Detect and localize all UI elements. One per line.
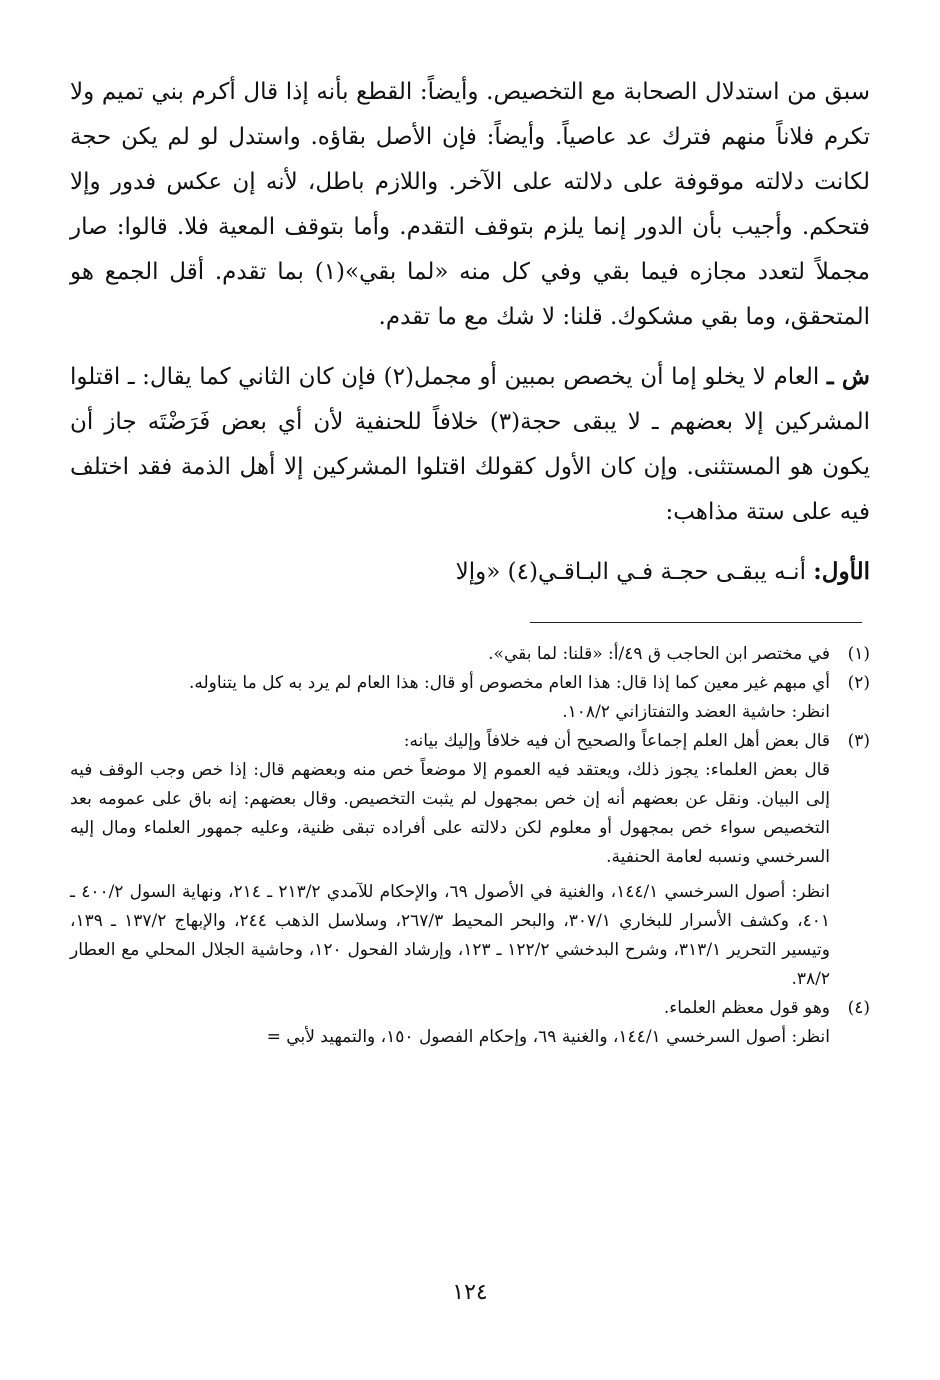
- footnote-1: [70, 640, 870, 669]
- footnotes: [70, 640, 870, 1052]
- paragraph-3-body: أنـه يبقـى حجـة فـي البـاقـي(٤) «وإلا: [455, 559, 806, 585]
- footnote-3: [70, 727, 870, 756]
- footnote-3-detail: قال بعض العلماء: يجوز ذلك، ويعتقد فيه العموم إلا موضعاً خص منه وبعضهم قال: إذا خص وجب الوقف فيه إلى البيان. ونقل عن بعضهم أنه إن خص بمجهول لم يثبت التخصيص. وقال بعضهم: إنه باق على عمومه بعد التخصيص سواء خص بمجهول أو معلوم لكن دلالته على أفراده تبقى ظنية، وعليه جمهور العلماء ومال إليه السرخسي ونسبه لعامة الحنفية.: [70, 760, 830, 867]
- page-number: ١٢٤: [452, 1280, 488, 1305]
- footnote-number: (١): [847, 644, 870, 664]
- footnote-text: أي مبهم غير معين كما إذا قال: هذا العام مخصوص أو قال: هذا العام لم يرد به كل ما يتناوله.: [188, 673, 830, 693]
- paragraph-2-body: العام لا يخلو إما أن يخصص بمبين أو مجمل(٢) فإن كان الثاني كما يقال: ـ اقتلوا المشركين إلا بعضهم ـ لا يبقى حجة(٣) خلافاً للحنفية لأن أي بعض فَرَضْتَه جاز أن يكون هو المستثنى. وإن كان الأول كقولك اقتلوا المشركين إلا أهل الذمة فقد اختلف فيه على ستة مذاهب:: [70, 364, 870, 525]
- footnote-2-reference: انظر: حاشية العضد والتفتازاني ١٠٨/٢.: [562, 702, 830, 722]
- footnote-number: (٤): [847, 998, 870, 1018]
- footnote-divider: [530, 622, 862, 623]
- footnote-text: قال بعض أهل العلم إجماعاً والصحيح أن فيه خلافاً وإليك بيانه:: [403, 731, 830, 751]
- footnote-text: وهو قول معظم العلماء.: [663, 998, 830, 1018]
- footnote-3-reference: انظر: أصول السرخسي ١٤٤/١، والغنية في الأصول ٦٩، والإحكام للآمدي ٢١٣/٢ ـ ٢١٤، ونهاية السول ٤٠٠/٢ ـ ٤٠١، وكشف الأسرار للبخاري ٣٠٧/١، والبحر المحيط ٢٦٧/٣، وسلاسل الذهب ٢٤٤، والإبهاج ١٣٧/٢ ـ ١٣٩، وتيسير التحرير ٣١٣/١، وشرح البدخشي ١٢٢/٢ ـ ١٢٣، وإرشاد الفحول ١٢٠، وحاشية الجلال المحلي مع العطار ٣٨/٢.: [70, 882, 831, 989]
- footnote-number: (٢): [847, 673, 870, 693]
- paragraph-3: [70, 549, 870, 595]
- footnote-2: [70, 669, 870, 698]
- paragraph-3-lead: الأول:: [813, 558, 870, 585]
- paragraph-1: سبق من استدلال الصحابة مع التخصيص. وأيضاً: القطع بأنه إذا قال أكرم بني تميم ولا تكرم فلاناً منهم فترك عد عاصياً. وأيضاً: فإن الأصل بقاؤه. واستدل لو لم يكن حجة لكانت دلالته موقوفة على دلالته على الآخر. واللازم باطل، لأنه إن عكس فدور وإلا فتحكم. وأجيب بأن الدور إنما يلزم بتوقف التقدم. وأما بتوقف المعية فلا. قالوا: صار مجملاً لتعدد مجازه فيما بقي وفي كل منه «لما بقي»(١) بما تقدم. أقل الجمع هو المتحقق، وما بقي مشكوك. قلنا: لا شك مع ما تقدم.: [70, 79, 870, 330]
- footnote-4-reference: انظر: أصول السرخسي ١٤٤/١، والغنية ٦٩، وإحكام الفصول ١٥٠، والتمهيد لأبي =: [266, 1027, 830, 1047]
- main-text: [70, 70, 870, 595]
- paragraph-2-lead: ش ـ: [826, 363, 870, 390]
- footnote-number: (٣): [847, 731, 870, 751]
- footnote-text: في مختصر ابن الحاجب ق ٤٩/أ: «قلنا: لما بقي».: [488, 644, 830, 664]
- paragraph-2: [70, 354, 870, 535]
- footnote-4: [70, 994, 870, 1023]
